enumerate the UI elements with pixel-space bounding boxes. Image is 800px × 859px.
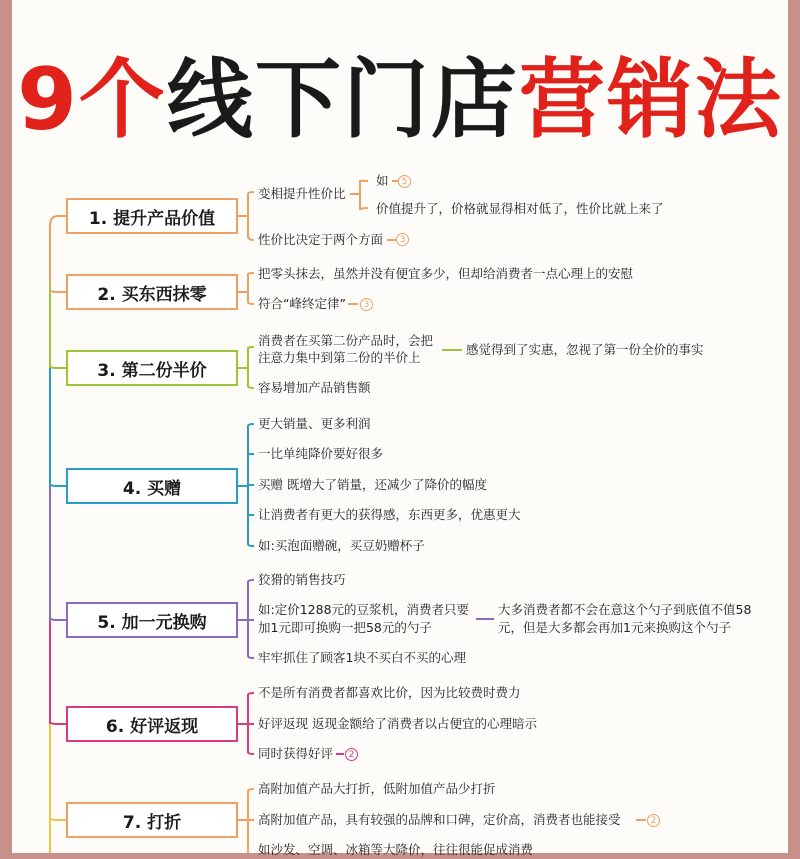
s2-badge-1: 3 [360,298,373,311]
section-5-box: 5. 加一元换购 [66,602,238,638]
s6-item-3: 同时获得好评 [258,746,334,761]
s6-item-1: 不是所有消费者都喜欢比价，因为比较费时费力 [258,685,521,700]
s1-item-3: 价值提升了，价格就显得相对低了，性价比就上来了 [376,201,664,216]
s1-badge-2: 3 [396,233,409,246]
title-part-2: 线下门店 [166,50,519,150]
s7-item-1: 高附加值产品大打折，低附加值产品少打折 [258,781,496,796]
s6-item-2: 好评返现 返现金额给了消费者以占便宜的心理暗示 [258,716,537,731]
s5-item-2: 如:定价1288元的豆浆机，消费者只要 [258,602,470,617]
s7-item-3: 如沙发、空调、冰箱等大降价，往往很能促成消费 [258,842,534,857]
s3-item-4: 容易增加产品销售额 [258,380,371,395]
section-3-box: 3. 第二份半价 [66,350,238,386]
section-1-box: 1. 提升产品价值 [66,198,238,234]
s1-badge-1: 5 [398,175,411,188]
s2-item-1: 把零头抹去，虽然并没有便宜多少，但却给消费者一点心理上的安慰 [258,266,634,281]
s5-item-3: 加1元即可换购一把58元的勺子 [258,620,432,635]
section-6-box: 6. 好评返现 [66,706,238,742]
s1-item-2: 如 [376,173,389,188]
s5-item-5: 元，但是大多都会再加1元来换购这个勺子 [498,620,731,635]
spine-1 [50,216,66,285]
title-part-3: 营销法 [518,50,783,150]
s4-item-1: 更大销量、更多利润 [258,416,371,431]
s4-item-2: 一比单纯降价要好很多 [258,446,384,461]
s3-item-3: 感觉得到了实惠，忽视了第一份全价的事实 [466,342,704,357]
s4-item-4: 让消费者有更大的获得感，东西更多，优惠更大 [258,507,521,522]
s5-item-4: 大多消费者都不会在意这个勺子到底值不值58 [498,602,752,617]
section-2-box: 2. 买东西抹零 [66,274,238,310]
s7-badge-1: 2 [647,814,660,827]
s7-item-2: 高附加值产品，具有较强的品牌和口碑，定价高，消费者也能接受 [258,812,621,827]
s3-item-1: 消费者在买第二份产品时，会把 [258,333,434,348]
s4-item-3: 买赠 既增大了销量，还减少了降价的幅度 [258,477,487,492]
s2-item-2: 符合“峰终定律” [258,296,346,311]
s5-item-1: 狡猾的销售技巧 [258,572,346,587]
s1-item-1: 变相提升性价比 [258,186,346,201]
s1-item-4: 性价比决定于两个方面 [258,232,384,247]
s3-item-2: 注意力集中到第二份的半价上 [258,350,421,365]
section-4-box: 4. 买赠 [66,468,238,504]
section-7-box: 7. 打折 [66,802,238,838]
title-part-1: 9个 [17,50,167,150]
s5-item-6: 牢牢抓住了顾客1块不买白不买的心理 [258,650,466,665]
s6-badge-1: 2 [345,748,358,761]
s4-item-5: 如:买泡面赠碗，买豆奶赠杯子 [258,538,425,553]
